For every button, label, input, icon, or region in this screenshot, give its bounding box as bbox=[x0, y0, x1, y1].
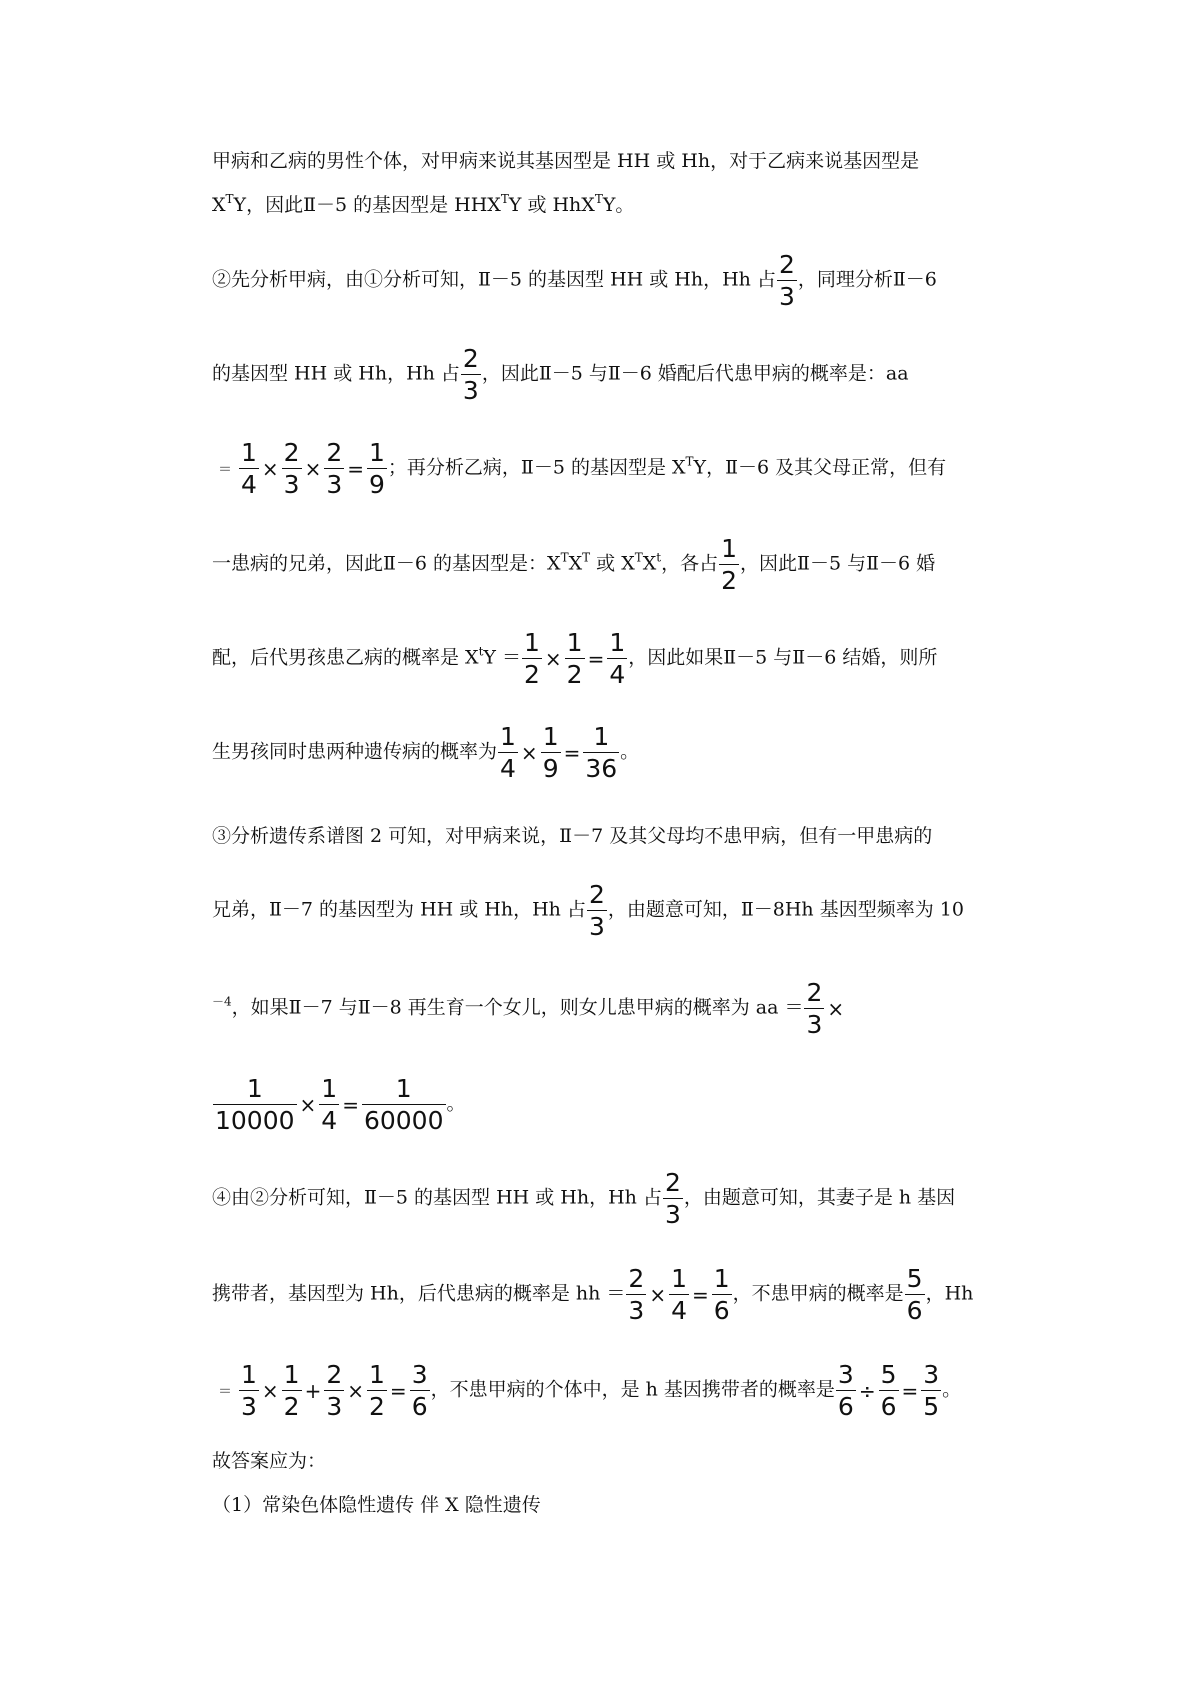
equation: $\frac{1}{3}$ × $\frac{1}{2}$ + $\frac{2}{3}$ × $\frac{1}{2}$ = $\frac{3}{6}$ bbox=[241, 1360, 428, 1421]
fraction: $\frac{2}{3}$ bbox=[778, 250, 795, 311]
equation: $\frac{1}{10000}$ × $\frac{1}{4}$ = $\frac{1}{60000}$ bbox=[215, 1074, 444, 1135]
equation: $\frac{3}{6}$ ÷ $\frac{5}{6}$ = $\frac{3}{5}$ bbox=[837, 1360, 940, 1421]
text-line-4: 的基因型 HH 或 Hh，Hh 占 $\frac{2}{3}$ ，因此Ⅱ－5 与Ⅱ－6 婚配后代患甲病的概率是：aa bbox=[212, 344, 909, 405]
fraction: $\frac{5}{6}$ bbox=[906, 1264, 923, 1325]
text-line-12: $\frac{1}{10000}$ × $\frac{1}{4}$ = $\frac{1}{60000}$ 。 bbox=[212, 1076, 466, 1133]
fraction: $\frac{1}{2}$ bbox=[721, 534, 738, 595]
equation: $\frac{1}{4}$ × $\frac{2}{3}$ × $\frac{2}{3}$ = $\frac{1}{9}$ bbox=[241, 438, 385, 499]
equation: $\frac{1}{2}$ × $\frac{1}{2}$ = $\frac{1}{4}$ bbox=[524, 628, 626, 689]
text-line-1: 甲病和乙病的男性个体，对甲病来说其基因型是 HH 或 Hh，对于乙病来说基因型是 bbox=[212, 150, 920, 172]
text-line-5: ＝ $\frac{1}{4}$ × $\frac{2}{3}$ × $\frac{2}{3}$ = $\frac{1}{9}$ ；再分析乙病，Ⅱ－5 的基因型是 $X^TY$，Ⅱ－6 及其父母正常，但有 bbox=[218, 438, 947, 499]
fraction: $\frac{2}{3}$ bbox=[588, 880, 605, 941]
fraction: $\frac{2}{3}$ bbox=[664, 1168, 681, 1229]
text-line-9: ③分析遗传系谱图 2 可知，对甲病来说，Ⅱ－7 及其父母均不患甲病，但有一甲患病的 bbox=[212, 825, 933, 847]
equation: $\frac{1}{4}$ × $\frac{1}{9}$ = $\frac{1}{36}$ bbox=[500, 722, 618, 783]
text-line-11: $^{-4}$，如果Ⅱ－7 与Ⅱ－8 再生育一个女儿，则女儿患甲病的概率为 aa ＝ $\frac{2}{3}$ × bbox=[212, 978, 845, 1039]
text-line-7: 配，后代男孩患乙病的概率是 $X^tY$ ＝ $\frac{1}{2}$ × $\frac{1}{2}$ = $\frac{1}{4}$ ，因此如果Ⅱ－5 与Ⅱ－6 结婚，则所 bbox=[212, 628, 938, 689]
fraction: $\frac{2}{3}$ bbox=[462, 344, 479, 405]
text-line-17: （1）常染色体隐性遗传 伴 X 隐性遗传 bbox=[212, 1494, 541, 1516]
text-line-3: ②先分析甲病，由①分析可知，Ⅱ－5 的基因型 HH 或 Hh，Hh 占 $\frac{2}{3}$ ，同理分析Ⅱ－6 bbox=[212, 250, 937, 311]
text-line-6: 一患病的兄弟，因此Ⅱ－6 的基因型是：$X^TX^T$ 或 $X^TX^t$，各占 $\frac{1}{2}$ ，因此Ⅱ－5 与Ⅱ－6 婚 bbox=[212, 534, 936, 595]
text-line-15: ＝ $\frac{1}{3}$ × $\frac{1}{2}$ + $\frac{2}{3}$ × $\frac{1}{2}$ = $\frac{3}{6}$ ，不患甲病的个体中，是 h 基因携带者的概率是 $\frac{3}{6}$ ÷ $\frac{5}{6}$ = $\frac{3}{5}$ 。 bbox=[218, 1360, 962, 1421]
text-line-10: 兄弟，Ⅱ－7 的基因型为 HH 或 Hh，Hh 占 $\frac{2}{3}$ ，由题意可知，Ⅱ－8Hh 基因型频率为 10 bbox=[212, 880, 964, 941]
text-line-13: ④由②分析可知，Ⅱ－5 的基因型 HH 或 Hh，Hh 占 $\frac{2}{3}$ ，由题意可知，其妻子是 h 基因 bbox=[212, 1168, 956, 1229]
text-line-2: $X^TY$，因此Ⅱ－5 的基因型是 $HHX^TY$ 或 HhX$^T$Y。 bbox=[212, 192, 635, 216]
text-line-14: 携带者，基因型为 Hh，后代患病的概率是 hh ＝ $\frac{2}{3}$ × $\frac{1}{4}$ = $\frac{1}{6}$ ，不患甲病的概率是 $\frac{5}{6}$ ，Hh bbox=[212, 1264, 974, 1325]
equation: $\frac{2}{3}$ × bbox=[806, 978, 845, 1039]
equation: $\frac{2}{3}$ × $\frac{1}{4}$ = $\frac{1}{6}$ bbox=[628, 1264, 730, 1325]
text-line-16: 故答案应为： bbox=[212, 1450, 327, 1472]
text-line-8: 生男孩同时患两种遗传病的概率为 $\frac{1}{4}$ × $\frac{1}{9}$ = $\frac{1}{36}$ 。 bbox=[212, 722, 640, 783]
